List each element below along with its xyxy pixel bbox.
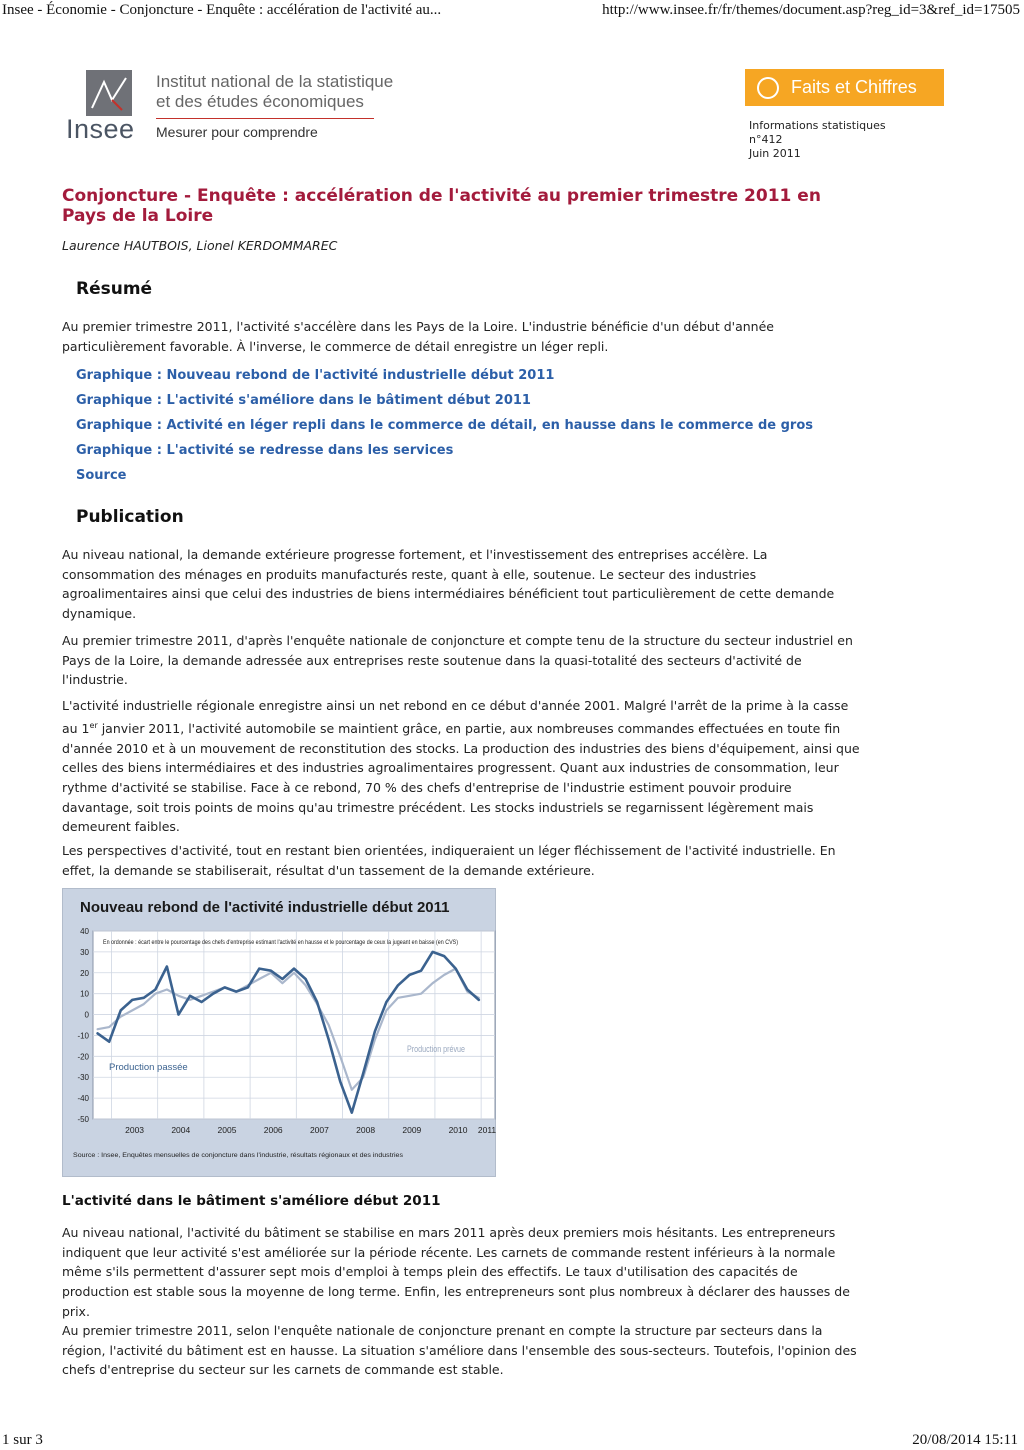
y-tick-label: 40 — [80, 927, 89, 936]
print-footer-datetime: 20/08/2014 15:11 — [912, 1432, 1018, 1448]
paragraph-3-rest: janvier 2011, l'activité automobile se maintient grâce, en partie, aux nombreuses commandes effectuées en toute fin d'année 2010 et à un mouvement de reconstitution des stocks. La production des industries des biens d'équipement, ainsi que celles des biens intermédiaires et des industries agroalimentaires progressent. Quant aux industries de consommation, leur rythme d'activité se stabilise. Face à ce rebond, 70 % des chefs d'entreprise de l'industrie estiment pouvoir produire davantage, soit trois points de moins qu'au trimestre précédent. Les stocks industriels se regarnissent légèrement mais demeurent faibles. — [62, 720, 860, 835]
institute-name-line1: Institut national de la statistique — [156, 72, 394, 91]
link-graph-commerce[interactable]: Graphique : Activité en léger repli dans le commerce de détail, en hausse dans le commerce de gros — [76, 418, 813, 433]
link-source[interactable]: Source — [76, 468, 127, 483]
faits-et-chiffres-button[interactable] — [745, 69, 944, 106]
batiment-paragraph-2: Au premier trimestre 2011, selon l'enquête nationale de conjoncture prenant en compte la structure par secteurs dans la région, l'activité du bâtiment est en hausse. La situation s'améliore dans l'ensemble des sous-secteurs. Toutefois, l'opinion des chefs d'entreprise du secteur sur les carnets de commande est stable. — [62, 1323, 857, 1378]
insee-logo-mark-icon — [86, 70, 132, 116]
publication-paragraph-3 — [62, 696, 862, 837]
x-tick-label: 2003 — [125, 1125, 145, 1135]
y-tick-label: 30 — [80, 947, 89, 957]
x-axis-ticks — [125, 1125, 496, 1135]
link-graph-services[interactable]: Graphique : L'activité se redresse dans les services — [76, 443, 454, 458]
paragraph-3-superscript: er — [89, 720, 98, 730]
y-tick-label: -40 — [77, 1094, 89, 1104]
info-series: Informations statistiques — [749, 119, 886, 132]
logo-tagline: Mesurer pour comprendre — [156, 124, 318, 140]
resume-heading: Résumé — [76, 279, 153, 299]
chart-source: Source : Insee, Enquêtes mensuelles de conjoncture dans l'industrie, résultats régionaux et des industries — [73, 1153, 403, 1159]
publication-info — [749, 119, 886, 161]
y-tick-label: -50 — [77, 1115, 89, 1124]
people-icon — [757, 77, 779, 99]
print-footer-page: 1 sur 3 — [2, 1432, 43, 1448]
info-date: Juin 2011 — [749, 147, 801, 160]
article-title: Conjoncture - Enquête : accélération de l'activité au premier trimestre 2011 en Pays de la Loire — [62, 186, 821, 226]
y-tick-label: 10 — [80, 989, 89, 999]
y-tick-label: 0 — [84, 1010, 89, 1020]
batiment-paragraph-1: Au niveau national, l'activité du bâtiment se stabilise en mars 2011 après deux premiers mois hésitants. Les entrepreneurs indiquent que leur activité s'est améliorée sur la période récente. Les carnets de commande restent inférieurs à la normale même s'ils permettent d'assurer sept mois d'emploi à temps plein des effectifs. Le taux d'utilisation des capacités de production est stable sous la moyenne de long terme. Enfin, les entrepreneurs sont plus nombreux à déclarer des hausses de prix. — [62, 1225, 850, 1319]
x-tick-label: 2008 — [356, 1125, 376, 1135]
publication-paragraph-1: Au niveau national, la demande extérieure progresse fortement, et l'investissement des entreprises accélère. La consommation des ménages en produits manufacturés reste, quant à elle, soutenue. Le secteur des industries agroalimentaires ainsi que celui des industries de biens intermédiaires bénéficient tout particulièrement de cette demande dynamique. — [62, 547, 835, 622]
logo-divider — [156, 118, 374, 119]
print-header-url: http://www.insee.fr/fr/themes/document.asp?reg_id=3&ref_id=17505 — [602, 2, 1020, 18]
y-tick-label: -30 — [77, 1073, 89, 1083]
insee-wordmark: Insee — [66, 114, 135, 144]
insee-logo[interactable] — [64, 68, 394, 148]
y-tick-label: -10 — [77, 1031, 89, 1041]
y-tick-label: 20 — [80, 968, 89, 978]
x-tick-label: 2006 — [263, 1125, 283, 1135]
article-authors: Laurence HAUTBOIS, Lionel KERDOMMAREC — [62, 238, 338, 253]
y-axis-ticks — [77, 927, 89, 1124]
y-tick-label: -20 — [77, 1052, 89, 1062]
batiment-heading: L'activité dans le bâtiment s'améliore début 2011 — [62, 1193, 441, 1209]
publication-paragraph-4: Les perspectives d'activité, tout en restant bien orientées, indiqueraient un léger fléchissement de l'activité industrielle. En effet, la demande se stabiliserait, résultat d'un tassement de la demande extérieure. — [62, 843, 836, 878]
chart-axis-note: En ordonnée : écart entre le pourcentage des chefs d'entreprise estimant l'activité en hausse et le pourcentage de ceux la jugeant en baisse (en CVS) — [103, 939, 458, 946]
x-tick-label: 2011 — [477, 1125, 497, 1135]
info-number: n°412 — [749, 133, 783, 146]
link-graph-building[interactable]: Graphique : L'activité s'améliore dans le bâtiment début 2011 — [76, 393, 531, 408]
resume-text: Au premier trimestre 2011, l'activité s'accélère dans les Pays de la Loire. L'industrie bénéficie d'un début d'année particulièrement favorable. À l'inverse, le commerce de détail enregistre un léger repli. — [62, 319, 774, 354]
paragraph-3-start: L'activité industrielle régionale enregistre ainsi un net rebond en ce début d'année 2001. Malgré l'arrêt de la prime à la casse au 1 — [62, 698, 849, 736]
x-tick-label: 2009 — [402, 1125, 422, 1135]
link-graph-industry[interactable]: Graphique : Nouveau rebond de l'activité industrielle début 2011 — [76, 368, 555, 383]
graph-links-list — [76, 366, 813, 491]
publication-paragraph-2: Au premier trimestre 2011, d'après l'enquête nationale de conjoncture et compte tenu de la structure du secteur industriel en Pays de la Loire, la demande adressée aux entreprises reste soutenue dans la quasi-totalité des secteurs d'activité de l'industrie. — [62, 633, 853, 688]
x-tick-label: 2010 — [448, 1125, 468, 1135]
series-label-production-passee: Production passée — [109, 1062, 188, 1073]
x-tick-label: 2005 — [217, 1125, 237, 1135]
x-tick-label: 2004 — [171, 1125, 191, 1135]
chart-plot — [63, 889, 497, 1178]
chart-title: Nouveau rebond de l'activité industrielle début 2011 — [80, 899, 450, 916]
print-header-title: Insee - Économie - Conjoncture - Enquête : accélération de l'activité au... — [2, 2, 442, 18]
faits-et-chiffres-label: Faits et Chiffres — [791, 77, 917, 97]
x-tick-label: 2007 — [309, 1125, 329, 1135]
institute-name-line2: et des études économiques — [156, 92, 364, 111]
series-label-production-prevue: Production prévue — [407, 1044, 465, 1054]
publication-heading: Publication — [76, 507, 184, 527]
industry-activity-chart — [62, 888, 496, 1177]
